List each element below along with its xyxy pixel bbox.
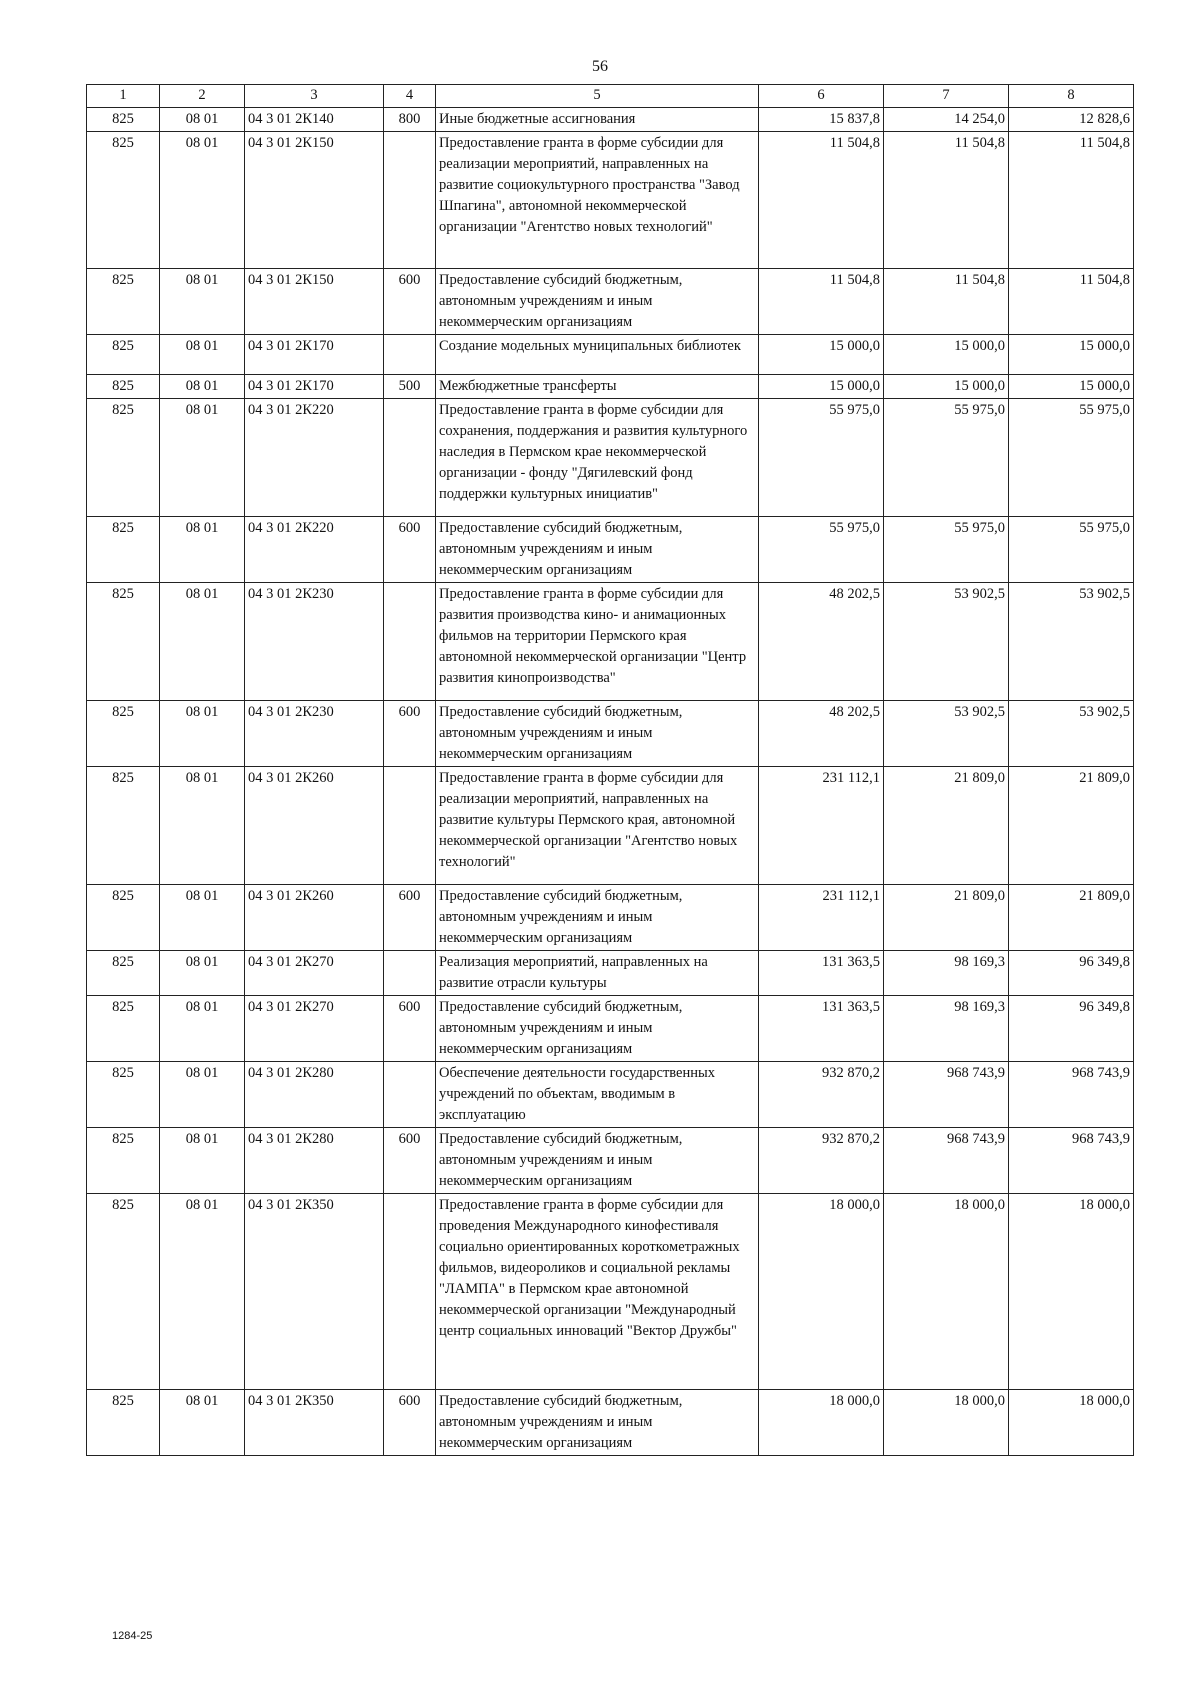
row-cell-2: 08 01 xyxy=(160,885,245,951)
row-cell-7: 11 504,8 xyxy=(884,132,1009,269)
row-cell-8: 96 349,8 xyxy=(1009,996,1134,1062)
row-cell-6: 15 000,0 xyxy=(759,375,884,399)
row-cell-3: 04 3 01 2К150 xyxy=(245,269,384,335)
row-cell-4: 800 xyxy=(384,108,436,132)
table-row xyxy=(87,1194,1134,1390)
row-cell-4 xyxy=(384,399,436,517)
table-row xyxy=(87,517,1134,583)
row-cell-4: 500 xyxy=(384,375,436,399)
row-cell-3: 04 3 01 2К220 xyxy=(245,517,384,583)
row-cell-1: 825 xyxy=(87,375,160,399)
row-cell-8: 55 975,0 xyxy=(1009,399,1134,517)
row-cell-4 xyxy=(384,132,436,269)
row-description-cell: Предоставление субсидий бюджетным, автономным учреждениям и иным некоммерческим организациям xyxy=(436,1390,759,1456)
row-cell-2: 08 01 xyxy=(160,767,245,885)
row-cell-4 xyxy=(384,1194,436,1390)
row-cell-8: 18 000,0 xyxy=(1009,1194,1134,1390)
row-cell-2: 08 01 xyxy=(160,108,245,132)
page-number: 56 xyxy=(592,58,608,75)
row-cell-8: 21 809,0 xyxy=(1009,885,1134,951)
row-cell-3: 04 3 01 2К220 xyxy=(245,399,384,517)
row-cell-2: 08 01 xyxy=(160,399,245,517)
row-description-cell: Предоставление субсидий бюджетным, автономным учреждениям и иным некоммерческим организациям xyxy=(436,885,759,951)
row-cell-2: 08 01 xyxy=(160,951,245,996)
row-cell-4: 600 xyxy=(384,517,436,583)
row-description-cell: Обеспечение деятельности государственных учреждений по объектам, вводимым в эксплуатацию xyxy=(436,1062,759,1128)
row-cell-6: 48 202,5 xyxy=(759,701,884,767)
row-cell-2: 08 01 xyxy=(160,1128,245,1194)
row-cell-3: 04 3 01 2К260 xyxy=(245,767,384,885)
header-cell: 5 xyxy=(436,85,759,108)
row-cell-7: 968 743,9 xyxy=(884,1062,1009,1128)
table-row xyxy=(87,885,1134,951)
row-cell-6: 18 000,0 xyxy=(759,1194,884,1390)
table-row xyxy=(87,583,1134,701)
row-cell-6: 11 504,8 xyxy=(759,269,884,335)
row-cell-2: 08 01 xyxy=(160,996,245,1062)
table-body xyxy=(87,108,1134,1456)
row-cell-6: 231 112,1 xyxy=(759,767,884,885)
table-row xyxy=(87,1062,1134,1128)
row-cell-7: 15 000,0 xyxy=(884,335,1009,375)
row-description-cell: Межбюджетные трансферты xyxy=(436,375,759,399)
row-cell-1: 825 xyxy=(87,1390,160,1456)
row-cell-6: 55 975,0 xyxy=(759,399,884,517)
row-cell-1: 825 xyxy=(87,399,160,517)
row-cell-7: 14 254,0 xyxy=(884,108,1009,132)
row-cell-4 xyxy=(384,583,436,701)
row-cell-8: 53 902,5 xyxy=(1009,583,1134,701)
row-cell-8: 18 000,0 xyxy=(1009,1390,1134,1456)
row-cell-4: 600 xyxy=(384,1128,436,1194)
row-cell-8: 55 975,0 xyxy=(1009,517,1134,583)
row-cell-1: 825 xyxy=(87,951,160,996)
row-cell-1: 825 xyxy=(87,996,160,1062)
header-cell: 8 xyxy=(1009,85,1134,108)
row-cell-6: 48 202,5 xyxy=(759,583,884,701)
row-cell-6: 131 363,5 xyxy=(759,951,884,996)
row-cell-2: 08 01 xyxy=(160,701,245,767)
table-row xyxy=(87,996,1134,1062)
row-cell-6: 231 112,1 xyxy=(759,885,884,951)
row-cell-8: 12 828,6 xyxy=(1009,108,1134,132)
row-cell-7: 55 975,0 xyxy=(884,399,1009,517)
row-cell-7: 11 504,8 xyxy=(884,269,1009,335)
row-description-cell: Предоставление гранта в форме субсидии для проведения Международного кинофестиваля социально ориентированных короткометражных фильмов, видеороликов и социальной рекламы "ЛАМПА" в Пермском крае автономной некоммерческой организации "Международный центр социальных инноваций "Вектор Дружбы" xyxy=(436,1194,759,1390)
header-cell: 2 xyxy=(160,85,245,108)
table-row xyxy=(87,951,1134,996)
row-cell-1: 825 xyxy=(87,583,160,701)
row-cell-7: 53 902,5 xyxy=(884,583,1009,701)
document-code: 1284-25 xyxy=(112,1630,153,1642)
row-cell-7: 21 809,0 xyxy=(884,767,1009,885)
row-cell-1: 825 xyxy=(87,1194,160,1390)
row-cell-1: 825 xyxy=(87,767,160,885)
row-cell-4 xyxy=(384,335,436,375)
row-cell-1: 825 xyxy=(87,1128,160,1194)
row-cell-2: 08 01 xyxy=(160,1390,245,1456)
row-description-cell: Предоставление субсидий бюджетным, автономным учреждениям и иным некоммерческим организациям xyxy=(436,517,759,583)
header-cell: 3 xyxy=(245,85,384,108)
table-row xyxy=(87,701,1134,767)
row-cell-1: 825 xyxy=(87,132,160,269)
row-cell-7: 15 000,0 xyxy=(884,375,1009,399)
row-description-cell: Иные бюджетные ассигнования xyxy=(436,108,759,132)
row-cell-6: 15 000,0 xyxy=(759,335,884,375)
row-description-cell: Предоставление гранта в форме субсидии для реализации мероприятий, направленных на развитие социокультурного пространства "Завод Шпагина", автономной некоммерческой организации "Агентство новых технологий" xyxy=(436,132,759,269)
row-cell-8: 968 743,9 xyxy=(1009,1128,1134,1194)
row-description-cell: Создание модельных муниципальных библиотек xyxy=(436,335,759,375)
budget-table xyxy=(86,84,1134,1456)
row-cell-2: 08 01 xyxy=(160,517,245,583)
table-row xyxy=(87,767,1134,885)
row-cell-4 xyxy=(384,767,436,885)
row-cell-8: 53 902,5 xyxy=(1009,701,1134,767)
table-row xyxy=(87,1390,1134,1456)
row-cell-8: 15 000,0 xyxy=(1009,375,1134,399)
row-cell-3: 04 3 01 2К270 xyxy=(245,951,384,996)
row-cell-1: 825 xyxy=(87,335,160,375)
row-cell-7: 53 902,5 xyxy=(884,701,1009,767)
table-row xyxy=(87,1128,1134,1194)
row-cell-2: 08 01 xyxy=(160,132,245,269)
table-row xyxy=(87,399,1134,517)
table-row xyxy=(87,335,1134,375)
row-cell-4 xyxy=(384,1062,436,1128)
row-cell-1: 825 xyxy=(87,108,160,132)
row-cell-6: 55 975,0 xyxy=(759,517,884,583)
row-cell-1: 825 xyxy=(87,269,160,335)
row-cell-3: 04 3 01 2К280 xyxy=(245,1128,384,1194)
row-cell-6: 15 837,8 xyxy=(759,108,884,132)
row-description-cell: Предоставление гранта в форме субсидии для развития производства кино- и анимационных фильмов на территории Пермского края автономной некоммерческой организации "Центр развития кинопроизводства" xyxy=(436,583,759,701)
row-cell-4: 600 xyxy=(384,996,436,1062)
row-cell-3: 04 3 01 2К280 xyxy=(245,1062,384,1128)
row-cell-8: 11 504,8 xyxy=(1009,132,1134,269)
table-row xyxy=(87,375,1134,399)
row-cell-8: 96 349,8 xyxy=(1009,951,1134,996)
row-cell-1: 825 xyxy=(87,517,160,583)
row-description-cell: Предоставление гранта в форме субсидии для реализации мероприятий, направленных на развитие культуры Пермского края, автономной некоммерческой организации "Агентство новых технологий" xyxy=(436,767,759,885)
row-cell-6: 932 870,2 xyxy=(759,1128,884,1194)
table-row xyxy=(87,269,1134,335)
row-cell-7: 968 743,9 xyxy=(884,1128,1009,1194)
row-cell-4: 600 xyxy=(384,1390,436,1456)
header-cell: 6 xyxy=(759,85,884,108)
row-cell-3: 04 3 01 2К270 xyxy=(245,996,384,1062)
row-cell-8: 968 743,9 xyxy=(1009,1062,1134,1128)
row-cell-3: 04 3 01 2К170 xyxy=(245,335,384,375)
row-cell-4: 600 xyxy=(384,885,436,951)
header-cell: 1 xyxy=(87,85,160,108)
row-cell-1: 825 xyxy=(87,885,160,951)
header-cell: 4 xyxy=(384,85,436,108)
row-cell-4 xyxy=(384,951,436,996)
row-cell-7: 55 975,0 xyxy=(884,517,1009,583)
row-cell-3: 04 3 01 2К150 xyxy=(245,132,384,269)
row-cell-3: 04 3 01 2К170 xyxy=(245,375,384,399)
row-cell-3: 04 3 01 2К260 xyxy=(245,885,384,951)
row-description-cell: Предоставление субсидий бюджетным, автономным учреждениям и иным некоммерческим организациям xyxy=(436,996,759,1062)
row-cell-4: 600 xyxy=(384,701,436,767)
row-cell-3: 04 3 01 2К350 xyxy=(245,1194,384,1390)
row-cell-7: 18 000,0 xyxy=(884,1194,1009,1390)
row-cell-2: 08 01 xyxy=(160,269,245,335)
row-description-cell: Реализация мероприятий, направленных на развитие отрасли культуры xyxy=(436,951,759,996)
row-cell-8: 21 809,0 xyxy=(1009,767,1134,885)
row-cell-6: 932 870,2 xyxy=(759,1062,884,1128)
row-cell-7: 98 169,3 xyxy=(884,996,1009,1062)
header-cell: 7 xyxy=(884,85,1009,108)
header-row xyxy=(87,85,1134,108)
row-description-cell: Предоставление субсидий бюджетным, автономным учреждениям и иным некоммерческим организациям xyxy=(436,701,759,767)
row-cell-2: 08 01 xyxy=(160,335,245,375)
row-description-cell: Предоставление гранта в форме субсидии для сохранения, поддержания и развития культурного наследия в Пермском крае некоммерческой организации - фонду "Дягилевский фонд поддержки культурных инициатив" xyxy=(436,399,759,517)
row-cell-2: 08 01 xyxy=(160,1062,245,1128)
row-cell-2: 08 01 xyxy=(160,1194,245,1390)
row-cell-3: 04 3 01 2К140 xyxy=(245,108,384,132)
row-cell-8: 15 000,0 xyxy=(1009,335,1134,375)
row-cell-6: 18 000,0 xyxy=(759,1390,884,1456)
row-cell-1: 825 xyxy=(87,701,160,767)
row-cell-2: 08 01 xyxy=(160,583,245,701)
row-description-cell: Предоставление субсидий бюджетным, автономным учреждениям и иным некоммерческим организациям xyxy=(436,269,759,335)
row-cell-4: 600 xyxy=(384,269,436,335)
table-row xyxy=(87,132,1134,269)
row-description-cell: Предоставление субсидий бюджетным, автономным учреждениям и иным некоммерческим организациям xyxy=(436,1128,759,1194)
row-cell-8: 11 504,8 xyxy=(1009,269,1134,335)
row-cell-7: 18 000,0 xyxy=(884,1390,1009,1456)
row-cell-2: 08 01 xyxy=(160,375,245,399)
table-row xyxy=(87,108,1134,132)
row-cell-1: 825 xyxy=(87,1062,160,1128)
row-cell-3: 04 3 01 2К230 xyxy=(245,701,384,767)
row-cell-3: 04 3 01 2К350 xyxy=(245,1390,384,1456)
row-cell-6: 11 504,8 xyxy=(759,132,884,269)
row-cell-7: 98 169,3 xyxy=(884,951,1009,996)
row-cell-7: 21 809,0 xyxy=(884,885,1009,951)
row-cell-6: 131 363,5 xyxy=(759,996,884,1062)
row-cell-3: 04 3 01 2К230 xyxy=(245,583,384,701)
